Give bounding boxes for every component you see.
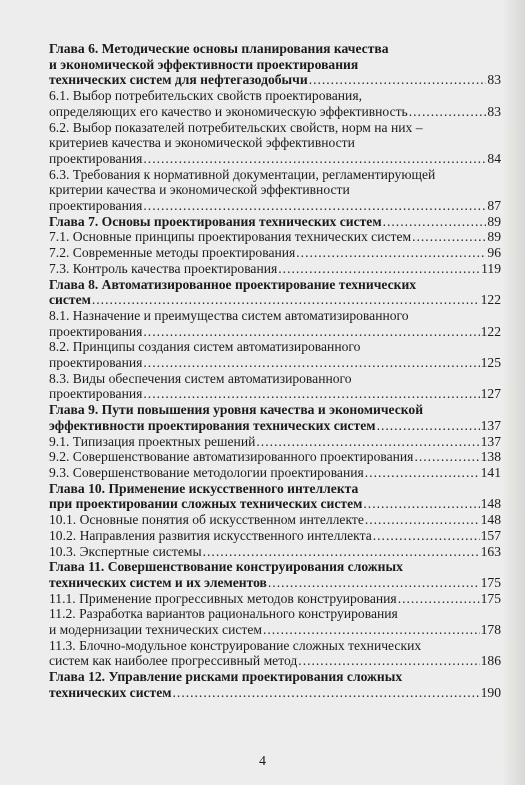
toc-entry-title-line: технических систем и их элементов <box>49 574 267 590</box>
toc-section-entry <box>49 449 501 465</box>
toc-page-number: 175 <box>480 574 501 590</box>
toc-entry-last-line <box>49 386 501 402</box>
dot-leader <box>268 575 480 591</box>
toc-section-entry <box>49 245 501 261</box>
dot-leader <box>143 324 479 340</box>
toc-page-number: 137 <box>480 417 501 433</box>
toc-entry-title-line: эффективности проектирования технических систем <box>49 417 376 433</box>
toc-entry-last-line <box>49 465 501 481</box>
toc-entry-title-line: при проектировании сложных технических систем <box>49 496 363 512</box>
toc-section-entry <box>49 434 501 450</box>
dot-leader <box>377 418 480 434</box>
dot-leader <box>414 449 479 465</box>
toc-section-entry <box>49 120 501 167</box>
toc-page-number: 119 <box>481 260 501 276</box>
toc-page-number: 127 <box>480 386 501 402</box>
toc-entry-title-line: Глава 6. Методические основы планирования качества <box>49 41 389 56</box>
dot-leader <box>398 591 480 607</box>
toc-entry-last-line <box>49 512 501 528</box>
toc-section-entry <box>49 371 501 402</box>
toc-chapter-entry <box>49 669 501 700</box>
toc-entry-title-line: систем <box>49 292 91 308</box>
dot-leader <box>309 72 487 88</box>
toc-section-entry <box>49 88 501 119</box>
toc-page-number: 178 <box>480 622 501 638</box>
toc-section-entry <box>49 512 501 528</box>
toc-section-entry <box>49 591 501 607</box>
toc-entry-last-line <box>49 528 501 544</box>
toc-chapter-entry <box>49 41 501 88</box>
toc-page-number: 122 <box>480 292 501 308</box>
toc-section-entry <box>49 167 501 214</box>
toc-entry-last-line <box>49 653 501 669</box>
dot-leader <box>278 261 480 277</box>
toc-entry-title-line: определяющих его качество и экономическую эффективность <box>49 103 408 119</box>
toc-entry-title-line: 7.2. Современные методы проектирования <box>49 245 296 261</box>
toc-entry-title-line: критерии качества и экономической эффективности <box>49 182 350 198</box>
toc-entry-last-line <box>49 324 501 340</box>
toc-page-number: 186 <box>480 653 501 669</box>
toc-page-number: 175 <box>480 590 501 606</box>
toc-entry-title-line: технических систем для нефтегазодобычи <box>49 72 308 88</box>
toc-entry-last-line <box>49 434 501 450</box>
toc-page-number: 83 <box>487 103 501 119</box>
dot-leader <box>92 292 480 308</box>
dot-leader <box>296 245 486 261</box>
toc-entry-title-line: проектирования <box>49 198 143 214</box>
dot-leader <box>143 386 479 402</box>
toc-entry-title-line: 10.1. Основные понятия об искусственном интеллекте <box>49 512 364 528</box>
toc-page-number: 125 <box>480 355 501 371</box>
toc-page-number: 190 <box>480 684 501 700</box>
toc-entry-last-line <box>49 261 501 277</box>
toc-entry-last-line <box>49 245 501 261</box>
table-of-contents <box>49 41 501 701</box>
toc-entry-title-line: 11.3. Блочно-модульное конструирование сложных технических <box>49 637 422 653</box>
toc-entry-title-line: и модернизации технических систем <box>49 622 262 638</box>
toc-page-number: 122 <box>480 323 501 339</box>
dot-leader <box>365 512 480 528</box>
toc-entry-last-line <box>49 72 501 88</box>
toc-entry-last-line <box>49 104 501 120</box>
toc-entry-last-line <box>49 292 501 308</box>
dot-leader <box>365 465 480 481</box>
toc-entry-title-line: 9.3. Совершенствование методологии проектирования <box>49 464 364 480</box>
toc-entry-title-line: 11.1. Применение прогрессивных методов конструирования <box>49 590 397 606</box>
toc-entry-last-line <box>49 575 501 591</box>
toc-chapter-entry <box>49 481 501 512</box>
page-number: 4 <box>259 754 266 769</box>
toc-entry-title-line: 9.1. Типизация проектных решений <box>49 433 256 449</box>
dot-leader <box>263 622 480 638</box>
page-edge-shadow <box>503 0 525 785</box>
toc-page-number: 138 <box>480 449 501 465</box>
dot-leader <box>143 151 486 167</box>
toc-section-entry <box>49 229 501 245</box>
toc-entry-title-line: Глава 12. Управление рисками проектирования сложных <box>49 669 403 685</box>
toc-entry-title-line: 10.2. Направления развития искусственного интеллекта <box>49 527 372 543</box>
toc-chapter-entry <box>49 402 501 433</box>
toc-entry-title-line: 8.1. Назначение и преимущества систем автоматизированного <box>49 307 409 323</box>
toc-entry-title-line: 7.3. Контроль качества проектирования <box>49 260 278 276</box>
toc-page-number: 163 <box>480 543 501 559</box>
toc-entry-title-line: проектирования <box>49 323 143 339</box>
toc-section-entry <box>49 606 501 637</box>
dot-leader <box>203 544 480 560</box>
dot-leader <box>256 434 479 450</box>
toc-page-number: 84 <box>487 150 501 166</box>
toc-entry-title-line: проектирования <box>49 150 143 166</box>
toc-chapter-entry <box>49 277 501 308</box>
toc-entry-title-line: 9.2. Совершенствование автоматизированного проектирования <box>49 449 414 465</box>
toc-entry-title-line: технических систем <box>49 684 172 700</box>
toc-entry-last-line <box>49 544 501 560</box>
dot-leader <box>173 685 480 701</box>
toc-entry-last-line <box>49 214 501 230</box>
toc-entry-last-line <box>49 151 501 167</box>
toc-page-number: 87 <box>487 198 501 214</box>
toc-page-number: 148 <box>480 496 501 512</box>
toc-page-number: 96 <box>487 245 501 261</box>
toc-entry-title-line: Глава 9. Пути повышения уровня качества и экономической <box>49 402 424 418</box>
toc-section-entry <box>49 544 501 560</box>
toc-entry-title-line: систем как наиболее прогрессивный метод <box>49 653 298 669</box>
toc-entry-last-line <box>49 591 501 607</box>
toc-section-entry <box>49 308 501 339</box>
toc-entry-last-line <box>49 418 501 434</box>
toc-entry-title-line: 8.3. Виды обеспечения систем автоматизированного <box>49 370 352 386</box>
toc-section-entry <box>49 339 501 370</box>
toc-entry-last-line <box>49 198 501 214</box>
toc-page-number: 83 <box>487 72 501 88</box>
toc-entry-title-line: 8.2. Принципы создания систем автоматизированного <box>49 339 361 355</box>
toc-section-entry <box>49 638 501 669</box>
toc-page-number: 141 <box>480 464 501 480</box>
toc-page-number: 148 <box>480 512 501 528</box>
toc-entry-title-line: Глава 8. Автоматизированное проектирование технических <box>49 276 417 292</box>
toc-section-entry <box>49 261 501 277</box>
toc-entry-title-line: проектирования <box>49 386 143 402</box>
dot-leader <box>383 214 487 230</box>
dot-leader <box>412 229 486 245</box>
toc-entry-last-line <box>49 622 501 638</box>
toc-entry-last-line <box>49 685 501 701</box>
toc-entry-last-line <box>49 449 501 465</box>
dot-leader <box>373 528 480 544</box>
toc-entry-title-line: 6.3. Требования к нормативной документации, регламентирующей <box>49 166 436 182</box>
toc-page-number: 137 <box>480 433 501 449</box>
toc-entry-title-line: 11.2. Разработка вариантов рационального конструирования <box>49 606 398 622</box>
toc-entry-title-line: и экономической эффективности проектирования <box>49 56 359 72</box>
toc-entry-last-line <box>49 355 501 371</box>
toc-entry-title-line: 6.2. Выбор показателей потребительских свойств, норм на них – <box>49 119 423 135</box>
toc-entry-title-line: Глава 7. Основы проектирования технических систем <box>49 213 382 229</box>
toc-page-number: 89 <box>487 229 501 245</box>
toc-page-number: 157 <box>480 527 501 543</box>
toc-entry-title-line: 7.1. Основные принципы проектирования технических систем <box>49 229 412 245</box>
toc-entry-title-line: Глава 11. Совершенствование конструирования сложных <box>49 559 403 575</box>
toc-entry-title-line: проектирования <box>49 355 143 371</box>
toc-entry-last-line <box>49 229 501 245</box>
toc-page-number: 89 <box>487 213 501 229</box>
dot-leader <box>363 496 479 512</box>
toc-entry-last-line <box>49 496 501 512</box>
toc-chapter-entry <box>49 214 501 230</box>
toc-entry-title-line: Глава 10. Применение искусственного интеллекта <box>49 480 359 496</box>
toc-chapter-entry <box>49 559 501 590</box>
toc-entry-title-line: критериев качества и экономической эффективности <box>49 135 355 151</box>
toc-section-entry <box>49 528 501 544</box>
toc-entry-title-line: 6.1. Выбор потребительских свойств проектирования, <box>49 88 362 104</box>
dot-leader <box>143 198 486 214</box>
toc-entry-title-line: 10.3. Экспертные системы <box>49 543 202 559</box>
dot-leader <box>143 355 479 371</box>
dot-leader <box>409 104 487 120</box>
toc-section-entry <box>49 465 501 481</box>
dot-leader <box>298 653 479 669</box>
